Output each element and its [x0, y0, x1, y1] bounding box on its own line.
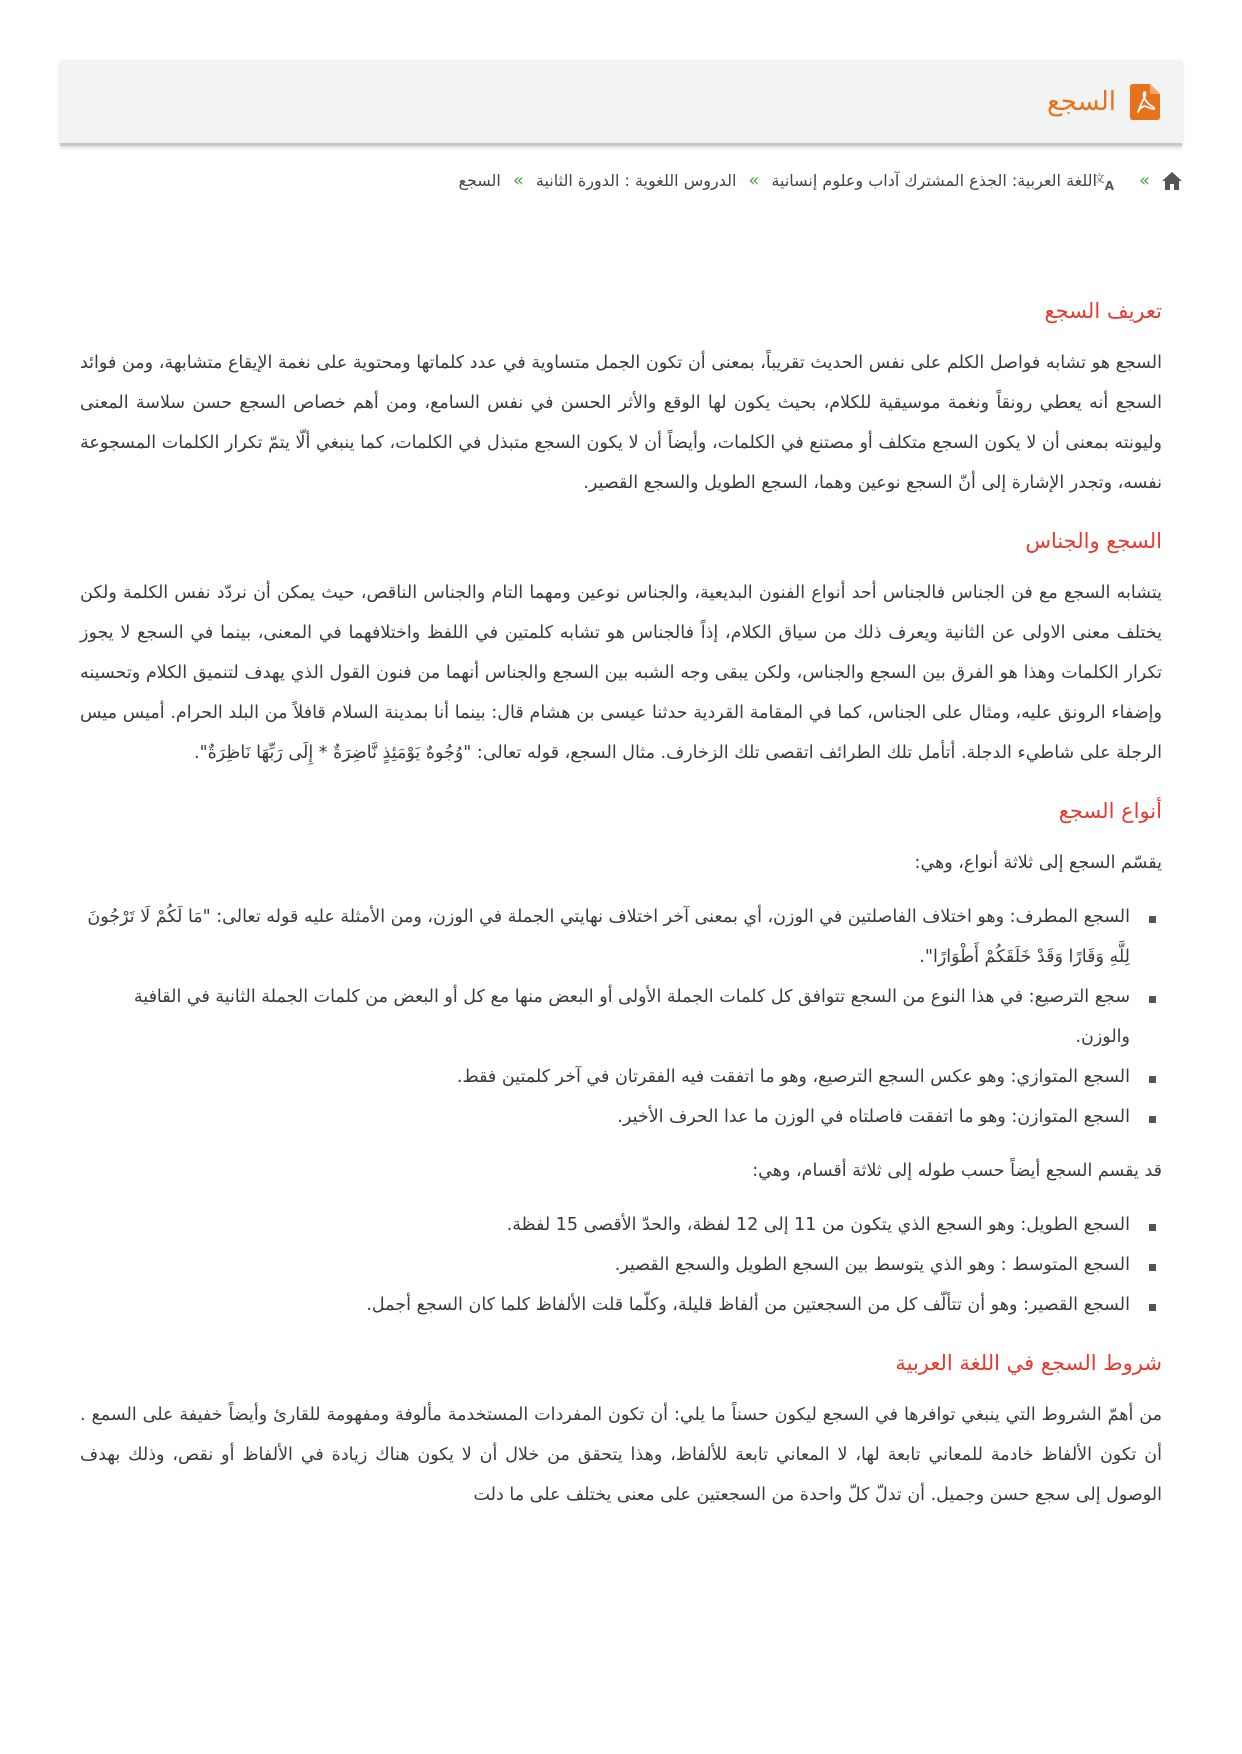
breadcrumb-separator: » [1138, 170, 1150, 191]
svg-text:A: A [1104, 178, 1114, 193]
list-item: سجع الترصيع: في هذا النوع من السجع تتوافق كل كلمات الجملة الأولى أو البعض منها مع كل أو البعض من كلمات الجملة الثانية في القافية والوزن. [80, 977, 1130, 1057]
list-intro: يقسّم السجع إلى ثلاثة أنواع، وهي: [914, 853, 1162, 873]
section-heading: شروط السجع في اللغة العربية [895, 1351, 1162, 1375]
list-intro: قد يقسم السجع أيضاً حسب طوله إلى ثلاثة أقسام، وهي: [752, 1161, 1162, 1181]
section-heading: تعريف السجع [1044, 299, 1162, 323]
list-item: السجع الطويل: وهو السجع الذي يتكون من 11 إلى 12 لفظة، والحدّ الأقصى 15 لفظة. [80, 1205, 1130, 1245]
breadcrumb-separator: » [748, 170, 760, 191]
section-jinas [80, 525, 1162, 773]
pdf-icon[interactable] [1130, 84, 1160, 120]
section-definition [80, 295, 1162, 503]
page-header [60, 60, 1182, 146]
section-paragraph: السجع هو تشابه فواصل الكلم على نفس الحديث تقريباً، بمعنى أن تكون الجمل متساوية في عدد كلماتها ومحتوية على نغمة الإيقاع متشابهة، ومن فوائد السجع أنه يعطي رونقاً ونغمة موسيقية للكلام، بحيث يكون لها الوقع والأثر الحسن في نفس السامع، ومن أهم خصاص السجع حسن سلاسة المعنى وليونته بمعنى أن لا يكون السجع متكلف أو مصتنع في الكلمات، وأيضاً أن لا يكون السجع متبذل في الكلمات، كما ينبغي ألّا يتمّ تكرار الكلمات المسجوعة نفسه، وتجدر الإشارة إلى أنّ السجع نوعين وهما، السجع الطويل والسجع القصير. [80, 353, 1162, 493]
article-content [80, 295, 1162, 1537]
breadcrumb-item-course[interactable]: اللغة العربية: الجذع المشترك آداب وعلوم إنسانية [771, 171, 1097, 190]
length-list [80, 1205, 1162, 1325]
breadcrumb [458, 170, 1182, 191]
home-icon[interactable] [1162, 172, 1182, 190]
section-types [80, 795, 1162, 1325]
section-conditions [80, 1347, 1162, 1515]
breadcrumb-item-current: السجع [458, 171, 501, 190]
list-item: السجع المطرف: وهو اختلاف الفاصلتين في الوزن، أي بمعنى آخر اختلاف نهايتي الجملة في الوزن، ومن الأمثلة عليه قوله تعالى: "مَا لَكُمْ لَا تَرْجُونَ لِلَّهِ وَقَارًا وَقَدْ خَلَقَكُمْ أَطْوَارًا". [80, 897, 1130, 977]
translate-icon [1093, 171, 1127, 193]
section-heading: أنواع السجع [1058, 799, 1162, 823]
page-title: السجع [1047, 86, 1116, 117]
section-paragraph: من أهمّ الشروط التي ينبغي توافرها في السجع ليكون حسناً ما يلي: أن تكون المفردات المستخدمة مألوفة ومفهومة للقارئ وأيضاً خفيفة على السمع . أن تكون الألفاظ خادمة للمعاني تابعة لها، لا المعاني تابعة للألفاظ، وهذا يتحقق من خلال أن لا يكون هناك زيادة في الألفاظ أو نقص، وذلك بهدف الوصول إلى سجع حسن وجميل. أن تدلّ كلّ واحدة من السجعتين على معنى يختلف على ما دلت [80, 1405, 1162, 1505]
breadcrumb-item-section[interactable]: الدروس اللغوية : الدورة الثانية [535, 171, 737, 190]
breadcrumb-separator: » [512, 170, 524, 191]
section-paragraph: يتشابه السجع مع فن الجناس فالجناس أحد أنواع الفنون البديعية، والجناس نوعين ومهما التام والجناس الناقص، حيث يمكن أن نردّد نفس الكلمة ولكن يختلف معنى الاولى عن الثانية ويعرف ذلك من سياق الكلام، إذاً فالجناس هو تشابه كلمتين في اللفظ واختلافهما في المعنى، بينما في السجع لا يجوز تكرار الكلمات وهذا هو الفرق بين السجع والجناس، ولكن يبقى وجه الشبه بين السجع والجناس أنهما من فنون القول الذي يهدف لتنميق الكلام وتحسينه وإضفاء الرونق عليه، ومثال على الجناس، كما في المقامة القردية حدثنا عيسى بن هشام قال: بينما أنا بمدينة السلام قافلاً من البلد الحرام. أميس ميس الرجلة على شاطيء الدجلة. أتأمل تلك الطرائف اتقصى تلك الزخارف. مثال السجع، قوله تعالى: "وُجُوهٌ يَوْمَئِذٍ نَّاضِرَةٌ * إِلَى رَبِّهَا نَاظِرَةٌ". [80, 583, 1162, 763]
svg-text:文: 文 [1093, 171, 1105, 185]
types-list [80, 897, 1162, 1137]
list-item: السجع المتوسط : وهو الذي يتوسط بين السجع الطويل والسجع القصير. [80, 1245, 1130, 1285]
list-item: السجع المتوازي: وهو عكس السجع الترصيع، وهو ما اتفقت فيه الفقرتان في آخر كلمتين فقط. [80, 1057, 1130, 1097]
list-item: السجع القصير: وهو أن تتألّف كل من السجعتين من ألفاظ قليلة، وكلّما قلت الألفاظ كلما كان السجع أجمل. [80, 1285, 1130, 1325]
section-heading: السجع والجناس [1025, 529, 1162, 553]
list-item: السجع المتوازن: وهو ما اتفقت فاصلتاه في الوزن ما عدا الحرف الأخير. [80, 1097, 1130, 1137]
